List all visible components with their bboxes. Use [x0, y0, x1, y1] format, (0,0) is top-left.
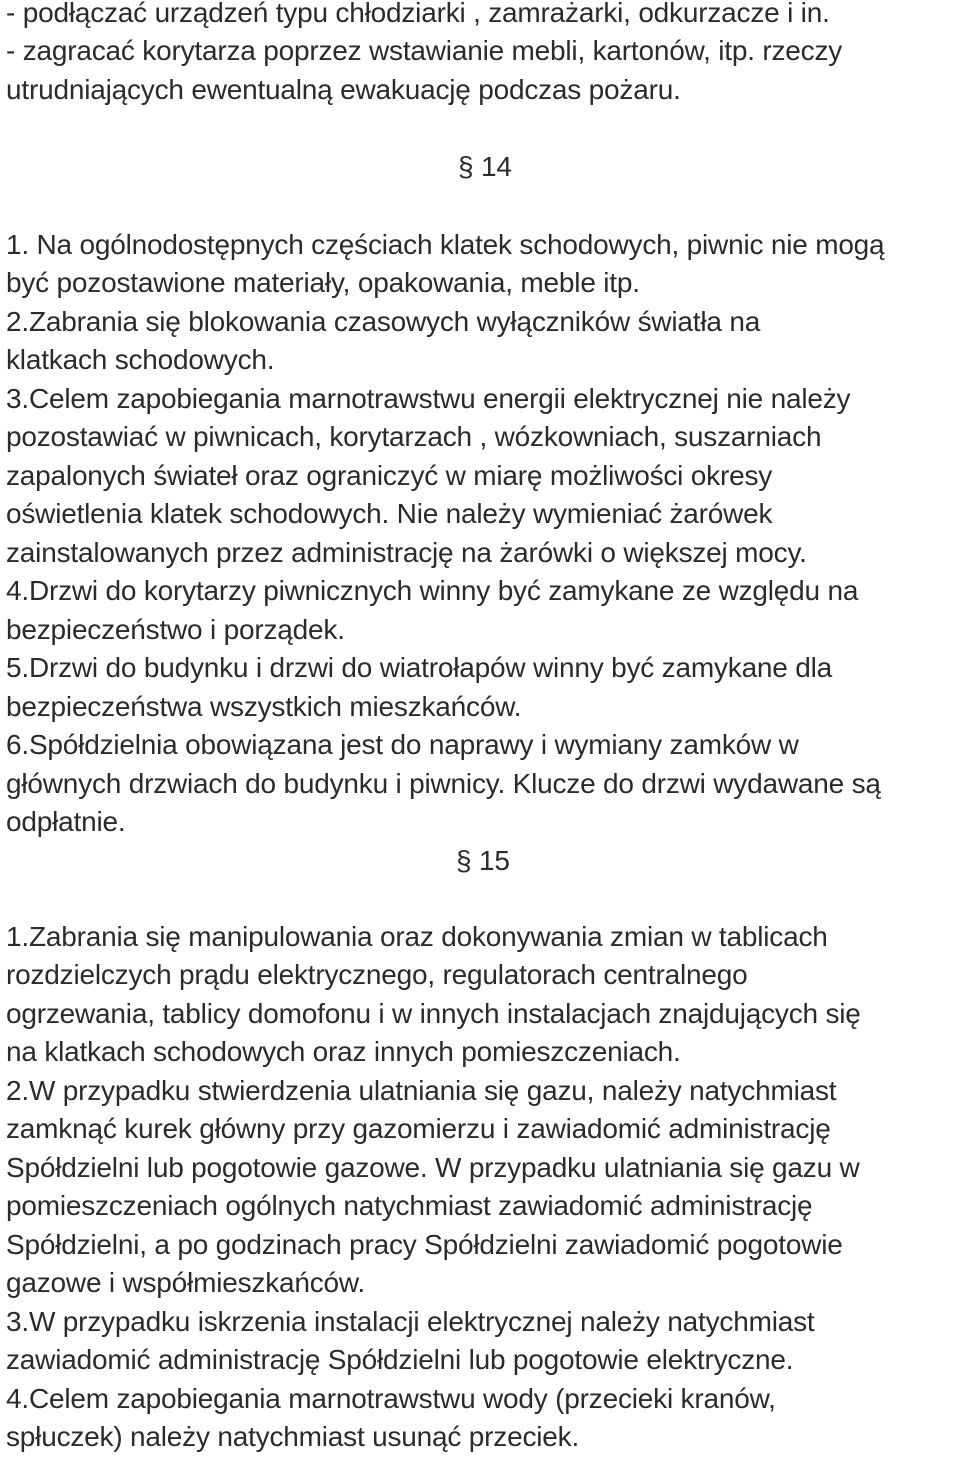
text-line: zapalonych świateł oraz ograniczyć w miarę możliwości okresy — [6, 460, 773, 491]
text-line: odpłatnie. — [6, 806, 126, 837]
text-line: być pozostawione materiały, opakowania, meble itp. — [6, 267, 640, 298]
section-heading-15: § 15 — [456, 845, 510, 876]
text-line: - podłączać urządzeń typu chłodziarki , zamrażarki, odkurzacze i in. — [6, 0, 830, 28]
text-line: - zagracać korytarza poprzez wstawianie mebli, kartonów, itp. rzeczy — [6, 35, 843, 66]
text-line: bezpieczeństwo i porządek. — [6, 614, 345, 645]
section-heading-14: § 14 — [458, 151, 512, 182]
text-line: Spółdzielni lub pogotowie gazowe. W przypadku ulatniania się gazu w — [6, 1152, 860, 1183]
text-line: 4.Drzwi do korytarzy piwnicznych winny być zamykane ze względu na — [6, 575, 859, 606]
text-line: 6.Spółdzielnia obowiązana jest do naprawy i wymiany zamków w — [6, 729, 799, 760]
text-line: 3.W przypadku iskrzenia instalacji elektrycznej należy natychmiast — [6, 1306, 815, 1337]
text-line: bezpieczeństwa wszystkich mieszkańców. — [6, 691, 522, 722]
text-line: pomieszczeniach ogólnych natychmiast zawiadomić administrację — [6, 1190, 813, 1221]
text-line: zamknąć kurek główny przy gazomierzu i zawiadomić administrację — [6, 1113, 831, 1144]
text-line: 4.Celem zapobiegania marnotrawstwu wody (przecieki kranów, — [6, 1383, 776, 1414]
text-line: spłuczek) należy natychmiast usunąć przeciek. — [6, 1421, 580, 1452]
text-line: 1.Zabrania się manipulowania oraz dokonywania zmian w tablicach — [6, 921, 828, 952]
text-line: pozostawiać w piwnicach, korytarzach , wózkowniach, suszarniach — [6, 421, 822, 452]
text-line: ogrzewania, tablicy domofonu i w innych instalacjach znajdujących się — [6, 998, 861, 1029]
text-line: oświetlenia klatek schodowych. Nie należy wymieniać żarówek — [6, 498, 773, 529]
text-line: utrudniających ewentualną ewakuację podczas pożaru. — [6, 74, 681, 105]
text-line: klatkach schodowych. — [6, 344, 275, 375]
text-line: głównych drzwiach do budynku i piwnicy. Klucze do drzwi wydawane są — [6, 768, 881, 799]
text-line: zainstalowanych przez administrację na żarówki o większej mocy. — [6, 537, 807, 568]
text-line: 2.Zabrania się blokowania czasowych wyłączników światła na — [6, 306, 761, 337]
text-line: 1. Na ogólnodostępnych częściach klatek schodowych, piwnic nie mogą — [6, 229, 885, 260]
text-line: gazowe i współmieszkańców. — [6, 1267, 365, 1298]
text-line: Spółdzielni, a po godzinach pracy Spółdzielni zawiadomić pogotowie — [6, 1229, 843, 1260]
text-line: na klatkach schodowych oraz innych pomieszczeniach. — [6, 1036, 681, 1067]
text-line: zawiadomić administrację Spółdzielni lub pogotowie elektryczne. — [6, 1344, 794, 1375]
text-line: 2.W przypadku stwierdzenia ulatniania się gazu, należy natychmiast — [6, 1075, 837, 1106]
text-line: 3.Celem zapobiegania marnotrawstwu energii elektrycznej nie należy — [6, 383, 851, 414]
text-line: rozdzielczych prądu elektrycznego, regulatorach centralnego — [6, 959, 748, 990]
text-line: 5.Drzwi do budynku i drzwi do wiatrołapów winny być zamykane dla — [6, 652, 833, 683]
